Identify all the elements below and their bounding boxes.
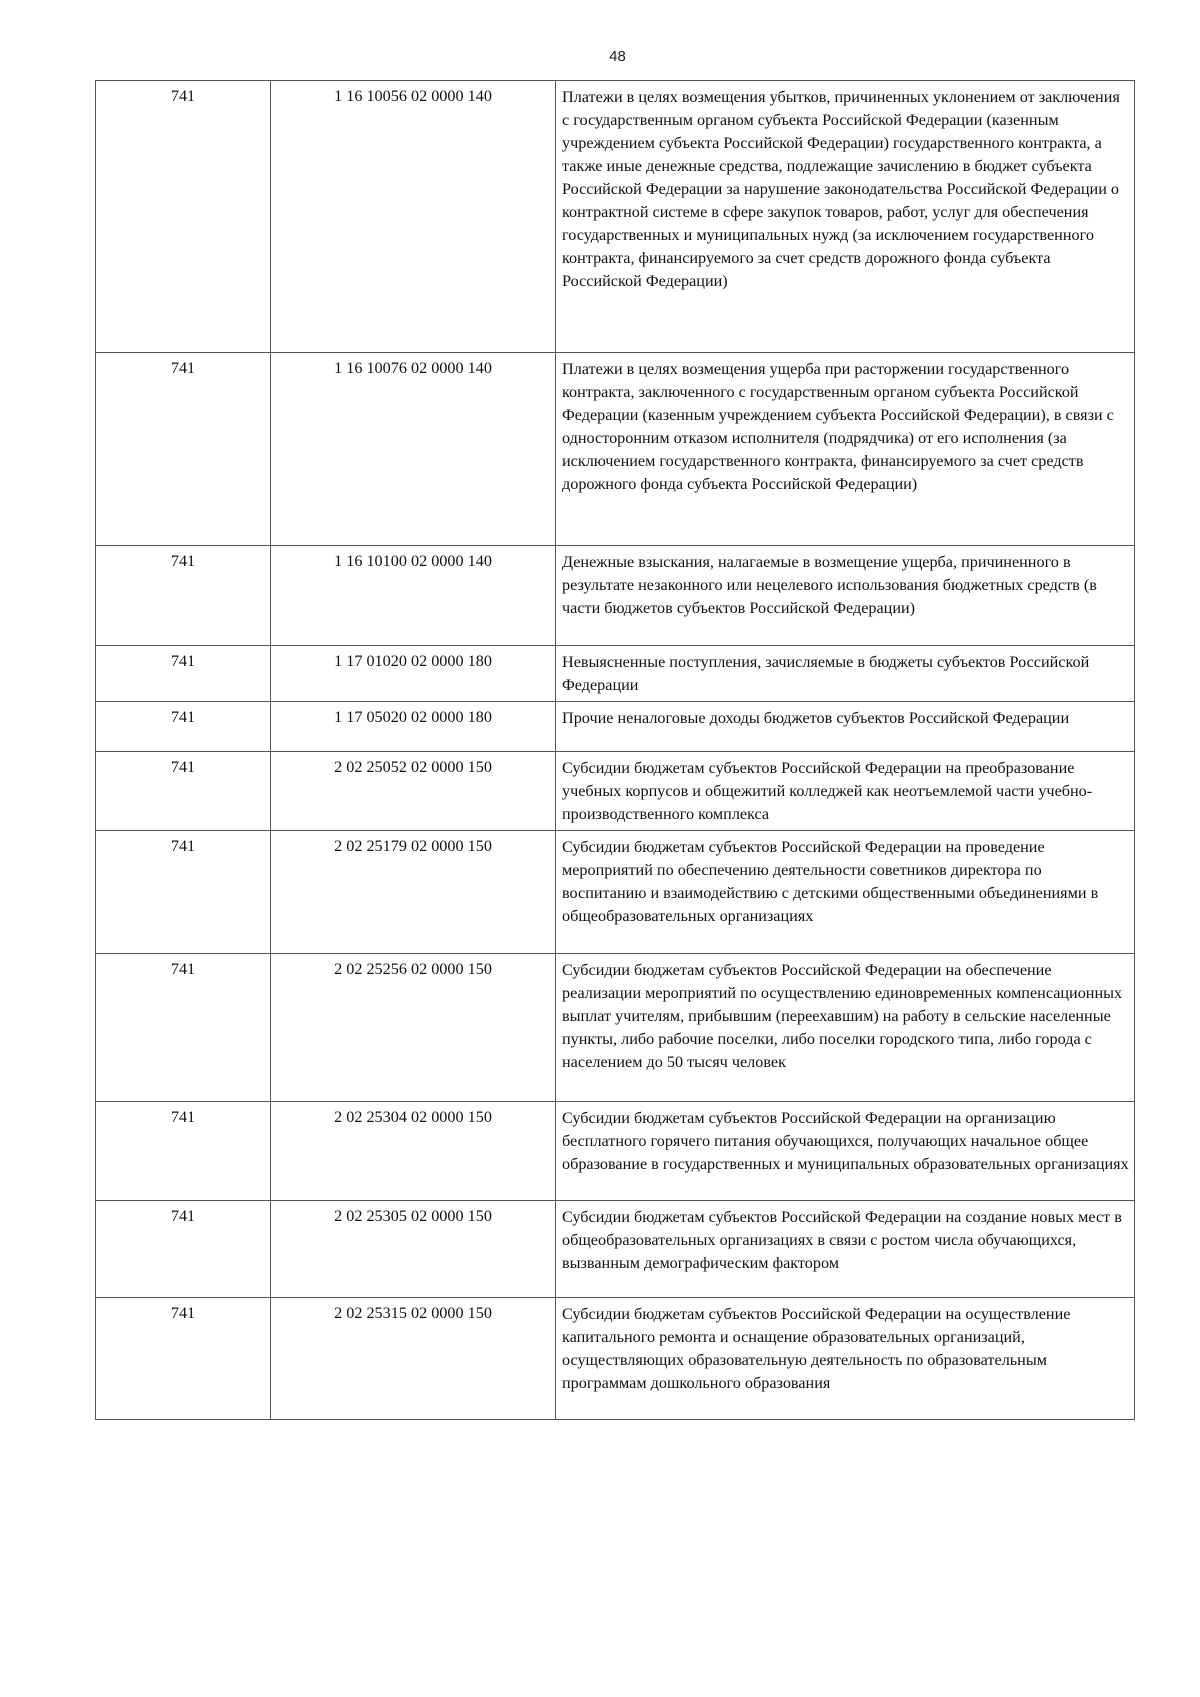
table-row (96, 954, 1135, 1102)
budget-code-cell (271, 752, 556, 831)
revenue-codes-table (95, 80, 1135, 1420)
budget-code: 2 02 25179 02 0000 150 (334, 837, 492, 855)
admin-code-cell (96, 646, 271, 702)
table-row (96, 702, 1135, 752)
table-row (96, 353, 1135, 546)
budget-code: 2 02 25052 02 0000 150 (334, 758, 492, 776)
budget-code-cell (271, 646, 556, 702)
description-cell: Субсидии бюджетам субъектов Российской Федерации на преобразование учебных корпусов и общежитий колледжей как неотъемлемой части учебно-производственного комплекса (556, 752, 1135, 831)
table-row (96, 752, 1135, 831)
page-number: 48 (609, 48, 626, 65)
budget-code: 2 02 25315 02 0000 150 (334, 1304, 492, 1322)
admin-code: 741 (170, 758, 196, 776)
admin-code-cell (96, 831, 271, 954)
budget-code: 1 17 05020 02 0000 180 (334, 708, 492, 726)
budget-code: 2 02 25305 02 0000 150 (334, 1207, 492, 1225)
description-cell: Субсидии бюджетам субъектов Российской Федерации на организацию бесплатного горячего питания обучающихся, получающих начальное общее образование в государственных и муниципальных образовательных организациях (556, 1102, 1135, 1201)
admin-code: 741 (170, 837, 196, 855)
budget-code-cell (271, 81, 556, 353)
budget-code-cell (271, 702, 556, 752)
budget-code-cell (271, 1102, 556, 1201)
table-row (96, 646, 1135, 702)
admin-code: 741 (170, 960, 196, 978)
admin-code-cell (96, 702, 271, 752)
admin-code: 741 (170, 1207, 196, 1225)
admin-code-cell (96, 752, 271, 831)
budget-code: 2 02 25304 02 0000 150 (334, 1108, 492, 1126)
budget-code-cell (271, 831, 556, 954)
description-cell: Платежи в целях возмещения убытков, причиненных уклонением от заключения с государственным органом субъекта Российской Федерации (казенным учреждением субъекта Российской Федерации) государственного контракта, а также иные денежные средства, подлежащие зачислению в бюджет субъекта Российской Федерации за нарушение законодательства Российской Федерации о контрактной системе в сфере закупок товаров, работ, услуг для обеспечения государственных и муниципальных нужд (за исключением государственного контракта, финансируемого за счет средств дорожного фонда субъекта Российской Федерации) (556, 81, 1135, 353)
table-row (96, 1201, 1135, 1298)
admin-code-cell (96, 353, 271, 546)
description-cell: Платежи в целях возмещения ущерба при расторжении государственного контракта, заключенного с государственным органом субъекта Российской Федерации (казенным учреждением субъекта Российской Федерации), в связи с односторонним отказом исполнителя (подрядчика) от его исполнения (за исключением государственного контракта, финансируемого за счет средств дорожного фонда субъекта Российской Федерации) (556, 353, 1135, 546)
admin-code: 741 (170, 1108, 196, 1126)
budget-code-cell (271, 546, 556, 646)
budget-code-cell (271, 1298, 556, 1420)
budget-code: 1 16 10056 02 0000 140 (334, 87, 492, 105)
admin-code-cell (96, 1201, 271, 1298)
description-cell: Субсидии бюджетам субъектов Российской Федерации на обеспечение реализации мероприятий по осуществлению единовременных компенсационных выплат учителям, прибывшим (переехавшим) на работу в сельские населенные пункты, либо рабочие поселки, либо поселки городского типа, либо города с населением до 50 тысяч человек (556, 954, 1135, 1102)
budget-code-cell (271, 954, 556, 1102)
table-row (96, 1298, 1135, 1420)
admin-code: 741 (170, 1304, 196, 1322)
admin-code: 741 (170, 708, 196, 726)
table-row (96, 831, 1135, 954)
budget-code-cell (271, 353, 556, 546)
description-cell: Невыясненные поступления, зачисляемые в бюджеты субъектов Российской Федерации (556, 646, 1135, 702)
table-row (96, 81, 1135, 353)
admin-code: 741 (170, 652, 196, 670)
admin-code: 741 (170, 359, 196, 377)
admin-code: 741 (170, 552, 196, 570)
description-cell: Денежные взыскания, налагаемые в возмещение ущерба, причиненного в результате незаконного или нецелевого использования бюджетных средств (в части бюджетов субъектов Российской Федерации) (556, 546, 1135, 646)
budget-code-cell (271, 1201, 556, 1298)
description-cell: Субсидии бюджетам субъектов Российской Федерации на создание новых мест в общеобразовательных организациях в связи с ростом числа обучающихся, вызванным демографическим фактором (556, 1201, 1135, 1298)
admin-code-cell (96, 1102, 271, 1201)
budget-code: 2 02 25256 02 0000 150 (334, 960, 492, 978)
admin-code: 741 (170, 87, 196, 105)
admin-code-cell (96, 81, 271, 353)
description-cell: Прочие неналоговые доходы бюджетов субъектов Российской Федерации (556, 702, 1135, 752)
table-row (96, 546, 1135, 646)
admin-code-cell (96, 954, 271, 1102)
description-cell: Субсидии бюджетам субъектов Российской Федерации на проведение мероприятий по обеспечению деятельности советников директора по воспитанию и взаимодействию с детскими общественными объединениями в общеобразовательных организациях (556, 831, 1135, 954)
budget-code: 1 16 10076 02 0000 140 (334, 359, 492, 377)
admin-code-cell (96, 1298, 271, 1420)
table-row (96, 1102, 1135, 1201)
budget-code: 1 16 10100 02 0000 140 (334, 552, 492, 570)
budget-code: 1 17 01020 02 0000 180 (334, 652, 492, 670)
admin-code-cell (96, 546, 271, 646)
description-cell: Субсидии бюджетам субъектов Российской Федерации на осуществление капитального ремонта и оснащение образовательных организаций, осуществляющих образовательную деятельность по образовательным программам дошкольного образования (556, 1298, 1135, 1420)
